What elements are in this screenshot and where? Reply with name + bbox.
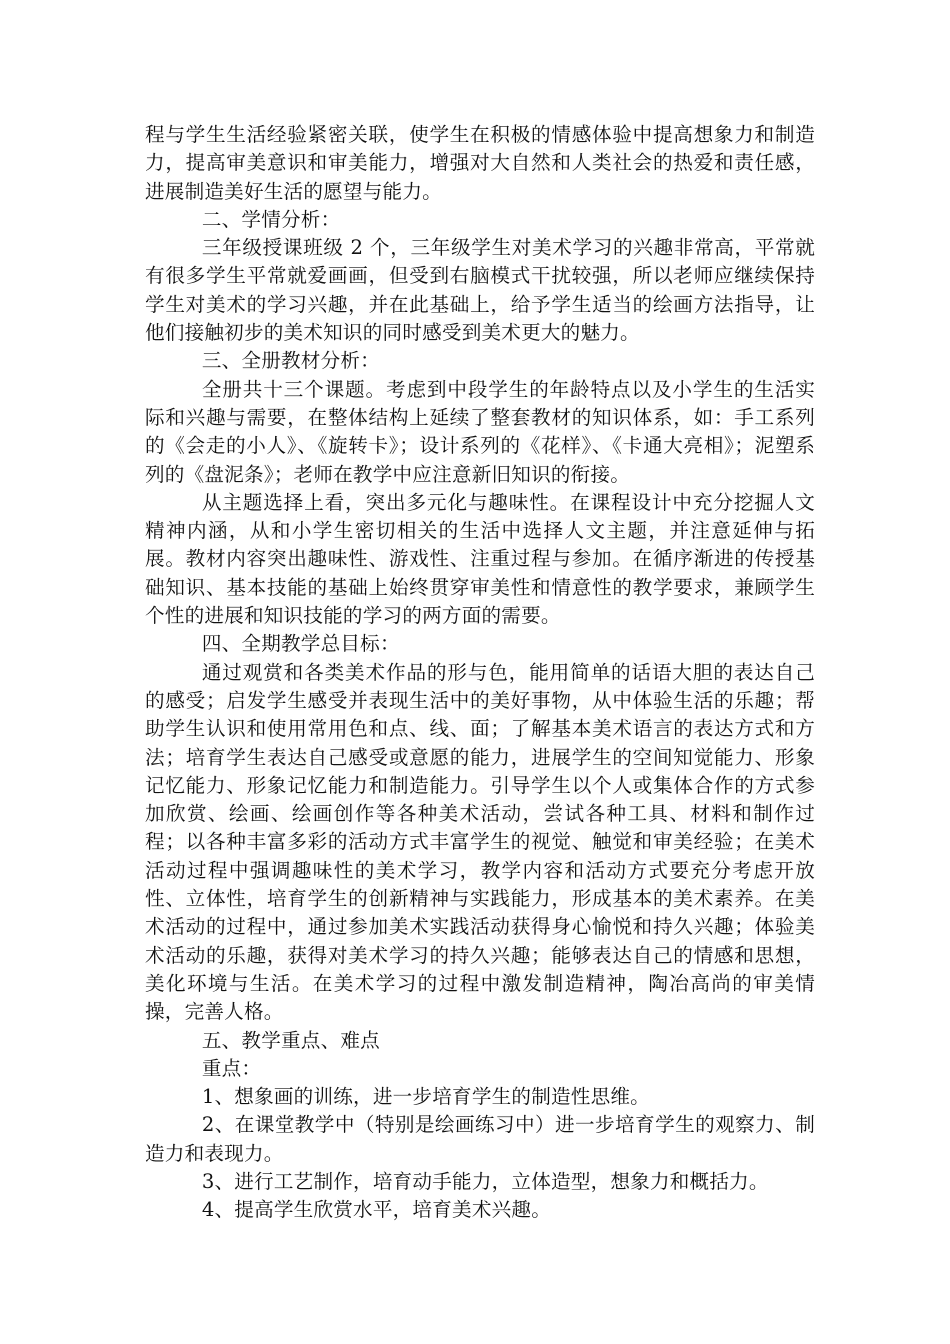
list-item-key-point-3: 3、进行工艺制作，培育动手能力，立体造型，想象力和概括力。	[201, 1169, 769, 1193]
list-item-key-point-2: 2、在课堂教学中（特别是绘画练习中）进一步培育学生的观察力、制造力和表现力。	[145, 1113, 815, 1165]
list-item-key-point-4: 4、提高学生欣赏水平，培育美术兴趣。	[201, 1198, 551, 1222]
paragraph-continuation: 程与学生生活经验紧密关联，使学生在积极的情感体验中提高想象力和制造力，提高审美意识和审美能力，增强对大自然和人类社会的热爱和责任感，进展制造美好生活的愿望与能力。	[145, 123, 815, 203]
document-page	[145, 121, 815, 1225]
section-heading-student-analysis: 二、学情分析：	[201, 207, 341, 231]
paragraph-teaching-goals: 通过观赏和各类美术作品的形与色，能用简单的话语大胆的表达自己的感受；启发学生感受并表现生活中的美好事物，从中体验生活的乐趣；帮助学生认识和使用常用色和点、线、面；了解基本美术语言的表达方式和方法；培育学生表达自己感受或意愿的能力，进展学生的空间知觉能力、形象记忆能力、形象记忆能力和制造能力。引导学生以个人或集体合作的方式参加欣赏、绘画、绘画创作等各种美术活动，尝试各种工具、材料和制作过程；以各种丰富多彩的活动方式丰富学生的视觉、触觉和审美经验；在美术活动过程中强调趣味性的美术学习，教学内容和活动方式要充分考虑开放性、立体性，培育学生的创新精神与实践能力，形成基本的美术素养。在美术活动的过程中，通过参加美术实践活动获得身心愉悦和持久兴趣；体验美术活动的乐趣，获得对美术学习的持久兴趣；能够表达自己的情感和思想，美化环境与生活。在美术学习的过程中激发制造精神，陶冶高尚的审美情操，完善人格。	[145, 660, 815, 1024]
paragraph-student-analysis: 三年级授课班级 2 个，三年级学生对美术学习的兴趣非常高，平常就有很多学生平常就爱画画，但受到右脑模式干扰较强，所以老师应继续保持学生对美术的学习兴趣，并在此基础上，给予学生适当的绘画方法指导，让他们接触初步的美术知识的同时感受到美术更大的魅力。	[145, 236, 815, 345]
paragraph-textbook-analysis: 全册共十三个课题。考虑到中段学生的年龄特点以及小学生的生活实际和兴趣与需要，在整体结构上延续了整套教材的知识体系，如：手工系列的《会走的小人》、《旋转卡》；设计系列的《花样》、《卡通大亮相》；泥塑系列的《盘泥条》；老师在教学中应注意新旧知识的衔接。	[145, 377, 815, 486]
section-heading-teaching-goals: 四、全期教学总目标：	[201, 632, 400, 656]
section-heading-key-points: 五、教学重点、难点	[201, 1028, 380, 1052]
paragraph-theme-selection: 从主题选择上看，突出多元化与趣味性。在课程设计中充分挖掘人文精神内涵，从和小学生密切相关的生活中选择人文主题，并注意延伸与拓展。教材内容突出趣味性、游戏性、注重过程与参加。在循序渐进的传授基础知识、基本技能的基础上始终贯穿审美性和情意性的教学要求，兼顾学生个性的进展和知识技能的学习的两方面的需要。	[145, 490, 815, 628]
list-item-key-point-1: 1、想象画的训练，进一步培育学生的制造性思维。	[201, 1085, 650, 1109]
subheading-key-points: 重点：	[201, 1056, 262, 1080]
section-heading-textbook-analysis: 三、全册教材分析：	[201, 349, 380, 373]
